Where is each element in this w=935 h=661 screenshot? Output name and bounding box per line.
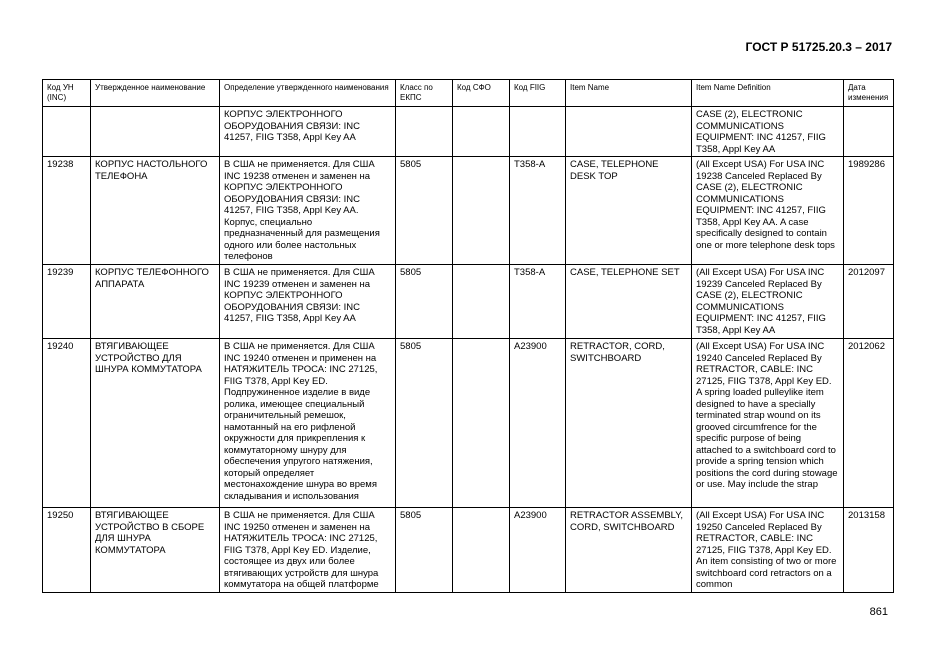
col-header-class: Класс по ЕКПС: [396, 80, 453, 107]
cell-item-name: CASE, TELEPHONE SET: [566, 265, 692, 339]
cell-class: 5805: [396, 265, 453, 339]
cell-fiig: T358-A: [510, 265, 566, 339]
cell-sfo: [453, 508, 510, 593]
catalog-table: [42, 79, 894, 593]
cell-item-name: [566, 107, 692, 157]
cell-inc: 19238: [43, 157, 91, 265]
cell-inc: [43, 107, 91, 157]
col-header-fiig: Код FIIG: [510, 80, 566, 107]
cell-date: 2012097: [844, 265, 894, 339]
cell-date: 2012062: [844, 339, 894, 508]
cell-name-ru: ВТЯГИВАЮЩЕЕ УСТРОЙСТВО ДЛЯ ШНУРА КОММУТАТОРА: [91, 339, 220, 508]
document-standard-number: ГОСТ Р 51725.20.3 – 2017: [745, 40, 892, 54]
cell-inc: 19250: [43, 508, 91, 593]
cell-item-def: (All Except USA) For USA INC 19238 Canceled Replaced By CASE (2), ELECTRONIC COMMUNICATIONS EQUIPMENT: INC 41257, FIIG T358, Appl Key AA. A case specifically designed to contain one or more telephone desk tops: [692, 157, 844, 265]
cell-name-ru: КОРПУС ТЕЛЕФОННОГО АППАРАТА: [91, 265, 220, 339]
table-row: [43, 157, 894, 265]
cell-name-ru: [91, 107, 220, 157]
cell-sfo: [453, 107, 510, 157]
cell-sfo: [453, 265, 510, 339]
cell-item-def: (All Except USA) For USA INC 19250 Canceled Replaced By RETRACTOR, CABLE: INC 27125, FIIG T378, Appl Key ED. An item consisting of two or more switchboard cord retractors on a common: [692, 508, 844, 593]
cell-name-ru: ВТЯГИВАЮЩЕЕ УСТРОЙСТВО В СБОРЕ ДЛЯ ШНУРА КОММУТАТОРА: [91, 508, 220, 593]
cell-def-ru: В США не применяется. Для США INC 19250 отменен и заменен на НАТЯЖИТЕЛЬ ТРОСА: INC 27125, FIIG T378, Appl Key ED. Изделие, состоящее из двух или более втягивающих устройств для шнура коммутатора на общей платформе: [220, 508, 396, 593]
table-row: [43, 339, 894, 508]
col-header-item-name: Item Name: [566, 80, 692, 107]
col-header-def-ru: Определение утвержденного наименования: [220, 80, 396, 107]
cell-inc: 19239: [43, 265, 91, 339]
table-header-row: [43, 80, 894, 107]
cell-item-def: (All Except USA) For USA INC 19239 Canceled Replaced By CASE (2), ELECTRONIC COMMUNICATIONS EQUIPMENT: INC 41257, FIIG T358, Appl Key AA: [692, 265, 844, 339]
cell-date: [844, 107, 894, 157]
cell-fiig: [510, 107, 566, 157]
col-header-inc: Код УН (INC): [43, 80, 91, 107]
col-header-sfo: Код СФО: [453, 80, 510, 107]
cell-class: 5805: [396, 339, 453, 508]
cell-item-def: CASE (2), ELECTRONIC COMMUNICATIONS EQUIPMENT: INC 41257, FIIG T358, Appl Key AA: [692, 107, 844, 157]
cell-class: [396, 107, 453, 157]
table-row: [43, 508, 894, 593]
cell-fiig: T358-A: [510, 157, 566, 265]
col-header-name-ru: Утвержденное наименование: [91, 80, 220, 107]
cell-name-ru: КОРПУС НАСТОЛЬНОГО ТЕЛЕФОНА: [91, 157, 220, 265]
cell-def-ru: КОРПУС ЭЛЕКТРОННОГО ОБОРУДОВАНИЯ СВЯЗИ: INC 41257, FIIG T358, Appl Key AA: [220, 107, 396, 157]
page-number: 861: [869, 606, 888, 618]
cell-def-ru: В США не применяется. Для США INC 19238 отменен и заменен на КОРПУС ЭЛЕКТРОННОГО ОБОРУДОВАНИЯ СВЯЗИ: INC 41257, FIIG T358, Appl Key AA. Корпус, специально предназначенный для размещения одного или более настольных телефонов: [220, 157, 396, 265]
cell-sfo: [453, 339, 510, 508]
cell-date: 2013158: [844, 508, 894, 593]
table-row: [43, 265, 894, 339]
cell-item-name: CASE, TELEPHONE DESK TOP: [566, 157, 692, 265]
cell-class: 5805: [396, 508, 453, 593]
cell-class: 5805: [396, 157, 453, 265]
col-header-item-def: Item Name Definition: [692, 80, 844, 107]
cell-item-name: RETRACTOR, CORD, SWITCHBOARD: [566, 339, 692, 508]
cell-item-def: (All Except USA) For USA INC 19240 Canceled Replaced By RETRACTOR, CABLE: INC 27125, FIIG T378, Appl Key ED. A spring loaded pulleylike item designed to have a specially terminated strap wound on its grooved circumfrence for the specific purpose of being attached to a switchboard cord to provide a spring tension which positions the cord during stowage or use. May include the strap: [692, 339, 844, 508]
cell-fiig: A23900: [510, 508, 566, 593]
cell-inc: 19240: [43, 339, 91, 508]
cell-date: 1989286: [844, 157, 894, 265]
cell-fiig: A23900: [510, 339, 566, 508]
col-header-date: Дата изменения: [844, 80, 894, 107]
table-row: [43, 107, 894, 157]
cell-def-ru: В США не применяется. Для США INC 19239 отменен и заменен на КОРПУС ЭЛЕКТРОННОГО ОБОРУДОВАНИЯ СВЯЗИ: INC 41257, FIIG T358, Appl Key AA: [220, 265, 396, 339]
cell-def-ru: В США не применяется. Для США INC 19240 отменен и применен на НАТЯЖИТЕЛЬ ТРОСА: INC 27125, FIIG T378, Appl Key ED. Подпружиненное изделие в виде ролика, имеющее специальный ограничительный ремешок, намотанный на его рифленой окружности для прикрепления к коммутаторному шнуру для обеспечения упругого натяжения, который определяет местонахождение шнура во время складывания и использования: [220, 339, 396, 508]
cell-item-name: RETRACTOR ASSEMBLY, CORD, SWITCHBOARD: [566, 508, 692, 593]
cell-sfo: [453, 157, 510, 265]
